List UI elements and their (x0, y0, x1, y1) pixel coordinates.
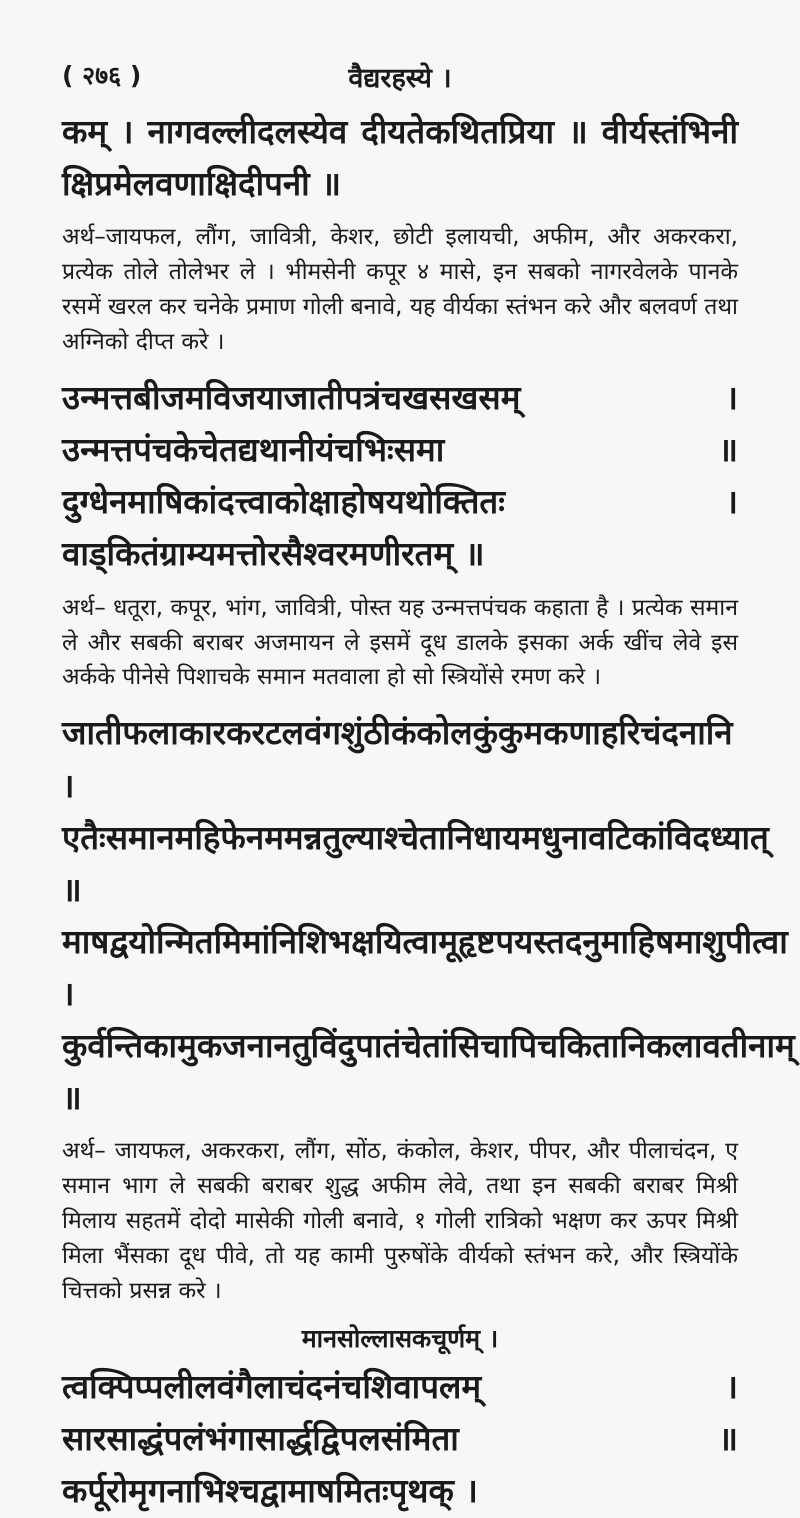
verse-1: कम् । नागवल्लीदलस्येव दीयतेकथितप्रिया ॥ वीर्यस्तंभिनी क्षिप्रमेलवणाक्षिदीपनी ॥ (62, 112, 738, 204)
page-header (62, 58, 738, 100)
verse-3: जातीफलाकारकरटलवंगशुंठीकंकोलकुंकुमकणाहरिचंदनानि । एतैःसमानमहिफेनममन्नतुल्याश्चेतानिधायमधुनावटिकांविदध्यात् ॥ माषद्वयोन्मितमिमांनिशिभक्षयित्वामूहृष्टपयस्तदनुमाहिषमाशुपीत्वा । कुर्वन्तिकामुकजनानतुविंदुपातंचेतांसिचापिचकितानिकलावतीनाम् ॥ (62, 713, 795, 1118)
section-heading: मानसोल्लासकचूर्णम् । (301, 1324, 499, 1354)
running-head: वैद्यरहस्ये । (348, 63, 452, 94)
page-number: ( २७६ ) (62, 61, 142, 90)
commentary-2: अर्थ– धतूरा, कपूर, भांग, जावित्री, पोस्त यह उन्मत्तपंचक कहाता है । प्रत्येक समान ले और सबकी बराबर अजमायन ले इसमें दूध डालके इसका अर्क खींच लेवे इस अर्कके पीनेसे पिशाचके समान मतवाला हो सो स्त्रियोंसे रमण करे । (62, 594, 738, 691)
verse-4: त्वक्पिप्पलीलवंगैलाचंदनंचशिवापलम् । सारसाद्धंपलंभंगासार्द्धद्विपलसंमिता ॥ कर्पूरोमृगनाभिश्चद्वामाषमितःपृथक् । (62, 1367, 738, 1511)
commentary-3: अर्थ– जायफल, अकरकरा, लौंग, सोंठ, कंकोल, केशर, पीपर, और पीलाचंदन, ए समान भाग ले सबकी बराबर शुद्ध अफीम लेवे, तथा इन सबकी बराबर मिश्री मिलाय सहतमें दोदो मासेकी गोली बनावे, १ गोली रात्रिको भक्षण कर ऊपर मिश्री मिला भैंसका दूध पीवे, तो यह कामी पुरुषोंके वीर्यको स्तंभन करे, और स्त्रियोंके चित्तको प्रसन्न करे । (62, 1138, 738, 1305)
verse-2: उन्मत्तबीजमविजयाजातीपत्रंचखसखसम् । उन्मत्तपंचकेचेतद्यथानीयंचभिःसमा ॥ दुग्धेनमाषिकांदत्त्वाकोक्षाहोषयथोक्तितः । वाड्कितंग्राम्यमत्तोरसैश्वरमणीरतम् ॥ (62, 378, 738, 574)
commentary-1: अर्थ–जायफल, लौंग, जावित्री, केशर, छोटी इलायची, अफीम, और अकरकरा, प्रत्येक तोले तोलेभर ले । भीमसेनी कपूर ४ मासे, इन सबको नागरवेलके पानके रसमें खरल कर चनेके प्रमाण गोली बनावे, यह वीर्यका स्तंभन करे और बलवर्ण तथा अग्निको दीप्त करे । (62, 224, 738, 356)
